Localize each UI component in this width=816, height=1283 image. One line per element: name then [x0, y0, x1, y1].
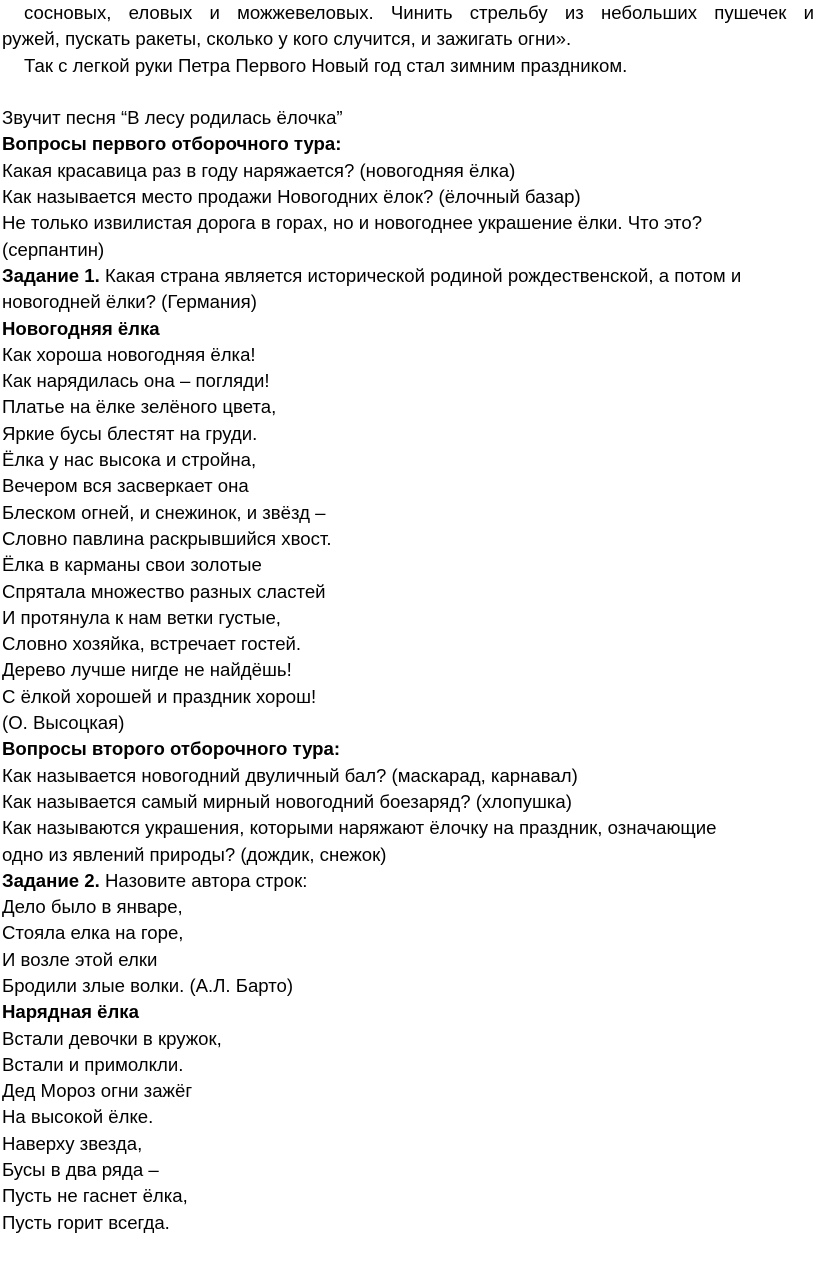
poem-line: Яркие бусы блестят на груди.	[2, 422, 258, 444]
intro-line-2: ружей, пускать ракеты, сколько у кого случится, и зажигать огни».	[2, 28, 572, 50]
poem-line: И протянула к нам ветки густые,	[2, 606, 281, 628]
round1-question-1: Какая красавица раз в году наряжается? (новогодняя ёлка)	[2, 159, 516, 181]
poem-author: (О. Высоцкая)	[2, 712, 125, 734]
poem-line: Пусть не гаснет ёлка,	[2, 1185, 188, 1207]
poem-line: Встали девочки в кружок,	[2, 1027, 222, 1049]
poem-line: Как хороша новогодняя ёлка!	[2, 343, 256, 365]
poem1-body	[2, 342, 814, 736]
task1-label: Задание 1.	[2, 264, 100, 286]
poem-line: Ёлка в карманы свои золотые	[2, 554, 262, 576]
poem-line: Дерево лучше нигде не найдёшь!	[2, 659, 292, 681]
task2-text: Назовите автора строк:	[99, 869, 308, 891]
document-page	[2, 0, 814, 1236]
round2-question-3: Как называются украшения, которыми наряжают ёлочку на праздник, означающие	[2, 817, 717, 839]
blank-line	[2, 79, 814, 105]
poem2-body	[2, 1026, 814, 1236]
round2-question-3-cont: одно из явлений природы? (дождик, снежок)	[2, 843, 387, 865]
task1	[2, 263, 814, 289]
round1-heading: Вопросы первого отборочного тура:	[2, 133, 342, 155]
round1-question-3-answer: (серпантин)	[2, 238, 105, 260]
round1-question-3: Не только извилистая дорога в горах, но и новогоднее украшение ёлки. Что это?	[2, 212, 703, 234]
round2-question-1: Как называется новогодний двуличный бал? (маскарад, карнавал)	[2, 764, 578, 786]
poem-line: Платье на ёлке зелёного цвета,	[2, 396, 277, 418]
poem-line: Блеском огней, и снежинок, и звёзд –	[2, 501, 326, 523]
verse-line: И возле этой елки	[2, 948, 158, 970]
poem-line: Встали и примолкли.	[2, 1053, 184, 1075]
verse-line: Дело было в январе,	[2, 896, 183, 918]
round1-question-2: Как называется место продажи Новогодних ёлок? (ёлочный базар)	[2, 186, 581, 208]
task1-text-cont: новогодней ёлки? (Германия)	[2, 291, 257, 313]
poem1-title: Новогодняя ёлка	[2, 317, 160, 339]
task2-label: Задание 2.	[2, 869, 100, 891]
poem-line: Дед Мороз огни зажёг	[2, 1080, 193, 1102]
poem-line: На высокой ёлке.	[2, 1106, 154, 1128]
verse-line: Бродили злые волки. (А.Л. Барто)	[2, 974, 294, 996]
poem-line: Спрятала множество разных сластей	[2, 580, 326, 602]
task2-verse	[2, 894, 814, 999]
round2-question-2: Как называется самый мирный новогодний боезаряд? (хлопушка)	[2, 790, 572, 812]
task1-text: Какая страна является исторической родиной рождественской, а потом и	[99, 264, 742, 286]
poem-line: Пусть горит всегда.	[2, 1211, 170, 1233]
poem-line: С ёлкой хорошей и праздник хорош!	[2, 685, 317, 707]
poem-line: Словно павлина раскрывшийся хвост.	[2, 527, 332, 549]
poem-line: Словно хозяйка, встречает гостей.	[2, 633, 302, 655]
poem2-title: Нарядная ёлка	[2, 1001, 139, 1023]
intro-line-3: Так с легкой руки Петра Первого Новый год стал зимним праздником.	[24, 54, 628, 76]
verse-line: Стояла елка на горе,	[2, 922, 184, 944]
poem-line: Ёлка у нас высока и стройна,	[2, 449, 257, 471]
task2	[2, 868, 814, 894]
intro-line-1: сосновых, еловых и можжевеловых. Чинить стрельбу из небольших пушечек и	[24, 2, 814, 23]
round2-heading: Вопросы второго отборочного тура:	[2, 738, 341, 760]
poem-line: Бусы в два ряда –	[2, 1159, 159, 1181]
poem-line: Наверху звезда,	[2, 1132, 143, 1154]
poem-line: Вечером вся засверкает она	[2, 475, 249, 497]
song-note: Звучит песня “В лесу родилась ёлочка”	[2, 107, 343, 129]
poem-line: Как нарядилась она – погляди!	[2, 370, 270, 392]
